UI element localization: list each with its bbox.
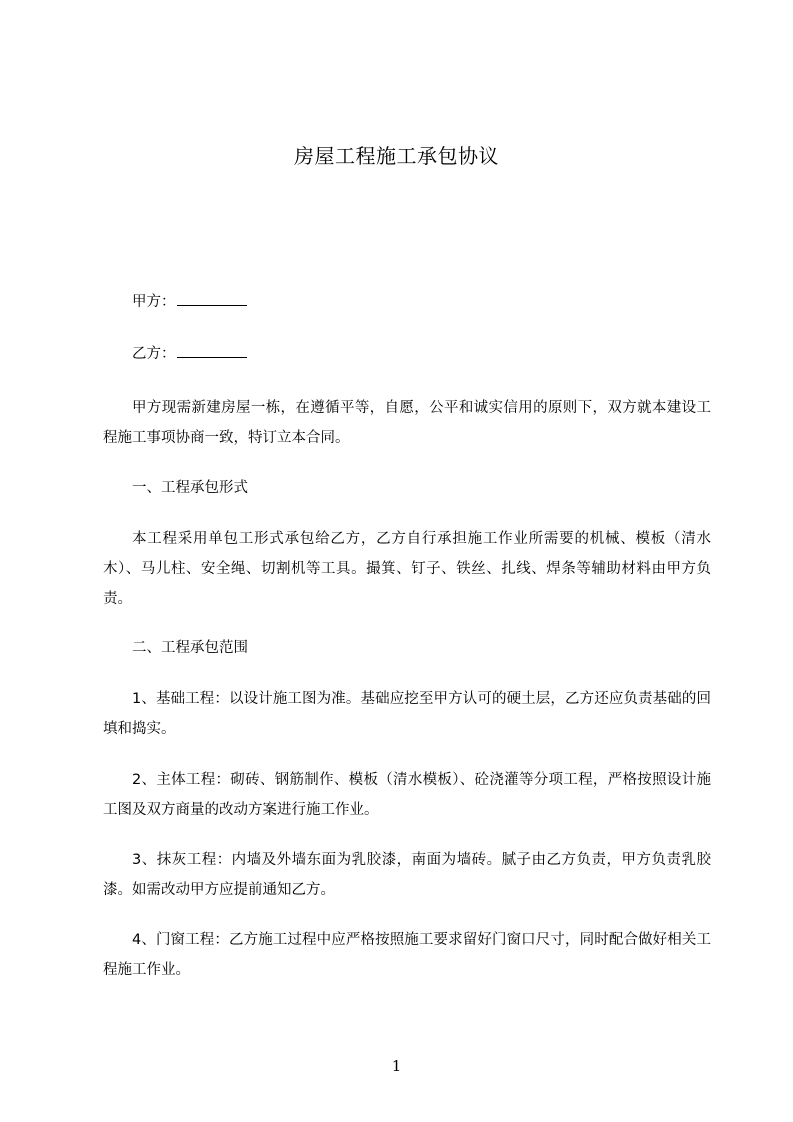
party-b-label: 乙方： — [132, 346, 176, 362]
section-1-heading: 一、工程承包形式 — [132, 480, 248, 496]
party-a-blank — [177, 290, 247, 306]
party-a-line — [103, 287, 711, 317]
section-2-item-3: 3、抹灰工程：内墙及外墙东面为乳胶漆，南面为墙砖。腻子由乙方负责，甲方负责乳胶漆。如需改动甲方应提前通知乙方。 — [103, 852, 711, 898]
party-b-blank — [177, 342, 247, 358]
section-1-body: 本工程采用单包工形式承包给乙方，乙方自行承担施工作业所需要的机械、模板（清水木）、马儿柱、安全绳、切割机等工具。撮箕、钉子、铁丝、扎线、焊条等辅助材料由甲方负责。 — [103, 531, 711, 607]
intro-paragraph: 甲方现需新建房屋一栋，在遵循平等，自愿，公平和诚实信用的原则下，双方就本建设工程施工事项协商一致，特订立本合同。 — [103, 400, 711, 446]
section-2-item-1: 1、基础工程：以设计施工图为准。基础应挖至甲方认可的硬土层，乙方还应负责基础的回填和捣实。 — [103, 691, 711, 737]
party-a-label: 甲方： — [132, 294, 176, 310]
section-2-heading: 二、工程承包范围 — [132, 640, 248, 656]
party-b-line — [103, 339, 711, 369]
document-title: 房屋工程施工承包协议 — [294, 144, 499, 168]
section-2-item-4: 4、门窗工程：乙方施工过程中应严格按照施工要求留好门窗口尺寸，同时配合做好相关工程施工作业。 — [103, 932, 711, 978]
page-number: 1 — [391, 1057, 402, 1075]
section-2-item-2: 2、主体工程：砌砖、钢筋制作、模板（清水模板）、砼浇灌等分项工程，严格按照设计施工图及双方商量的改动方案进行施工作业。 — [103, 772, 711, 818]
